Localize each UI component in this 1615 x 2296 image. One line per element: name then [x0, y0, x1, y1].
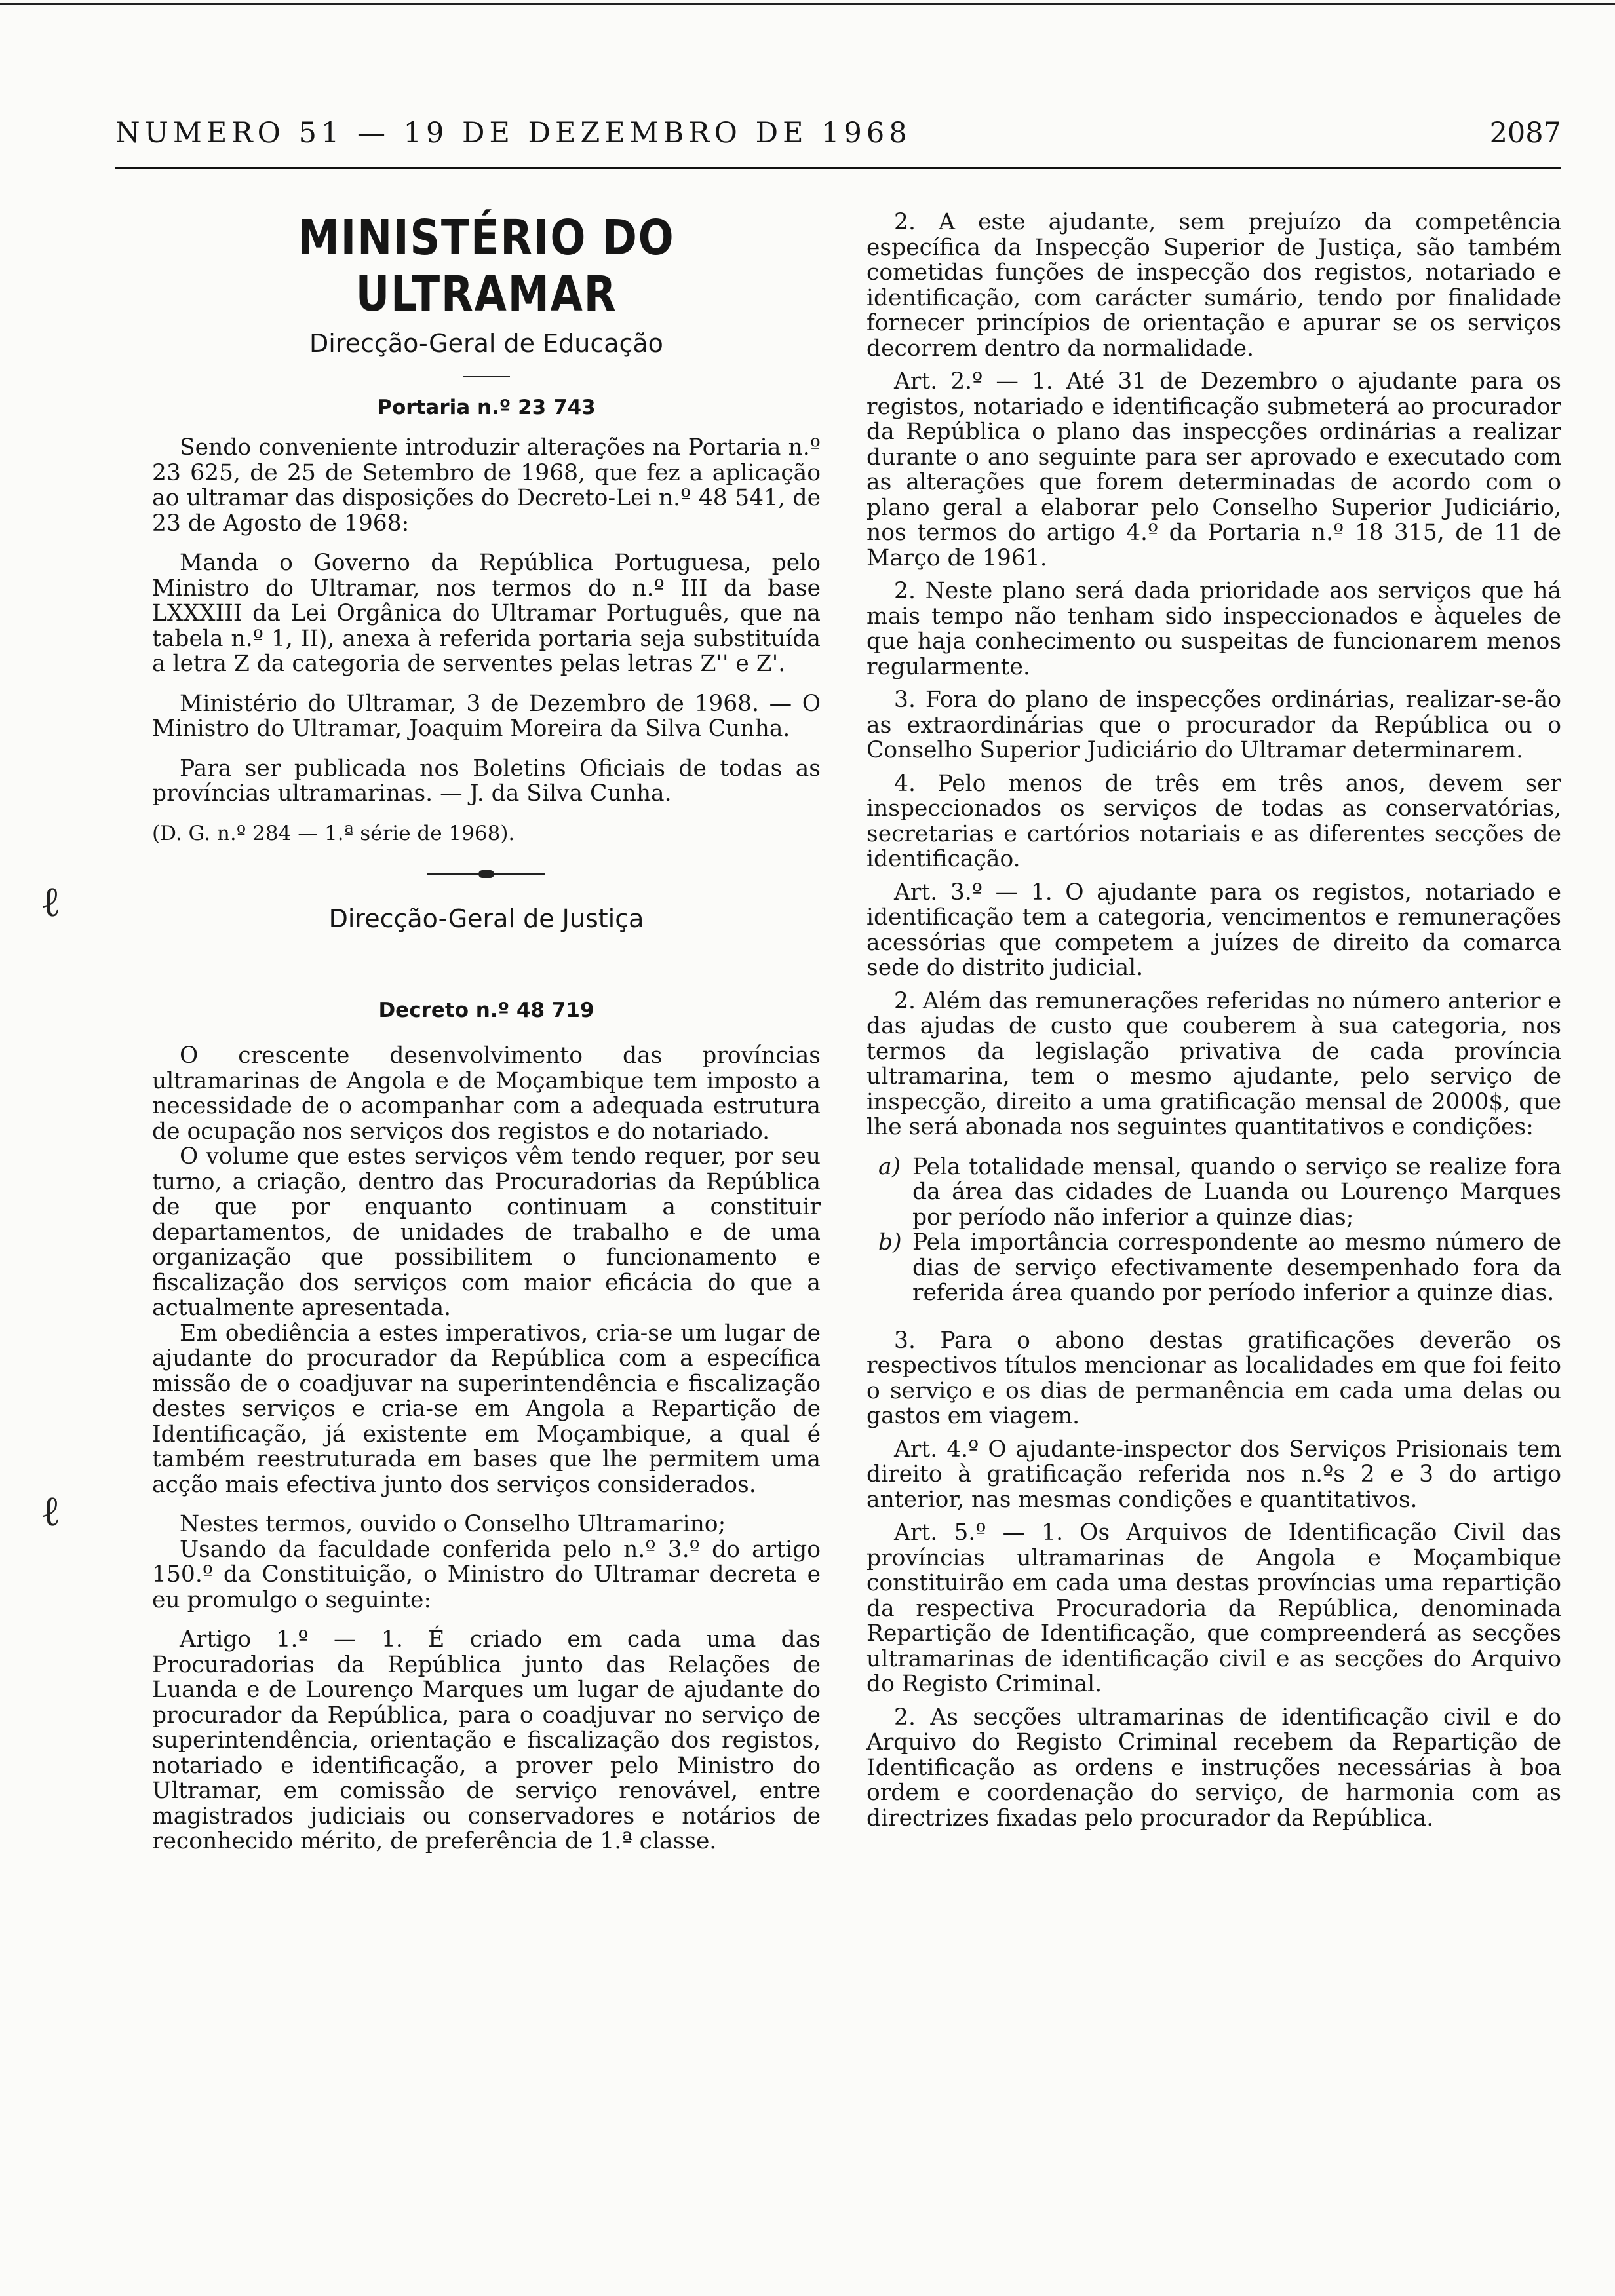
- paragraph: Art. 2.º — 1. Até 31 de Dezembro o ajudante para os registos, notariado e identificação submeterá ao procurador da República o plano das inspecções ordinárias a realizar durante o ano seguinte para ser aprovado e executado com as alterações que forem determinadas de acordo com o plano geral a elaborar pelo Conselho Superior Judiciário, nos termos do artigo 4.º da Portaria n.º 18 315, de 11 de Março de 1961.: [866, 368, 1561, 571]
- paragraph: 4. Pelo menos de três em três anos, devem ser inspeccionados os serviços de todas as conservatórias, secretarias e cartórios notariais e as diferentes secções de identificação.: [866, 770, 1561, 872]
- margin-mark-icon: ℓ: [41, 878, 61, 927]
- paragraph: 2. As secções ultramarinas de identificação civil e do Arquivo do Registo Criminal recebem da Repartição de Identificação as ordens e instruções necessárias à boa ordem e coordenação do serviço, de harmonia com as directrizes fixadas pelo procurador da República.: [866, 1704, 1561, 1831]
- header-rule: [115, 167, 1561, 169]
- paragraph: 2. Além das remunerações referidas no número anterior e das ajudas de custo que couberem à sua categoria, nos termos da legislação privativa de cada província ultramarina, tem o mesmo ajudante, pelo serviço de inspecção, direito a uma gratificação mensal de 2000$, que lhe será abonada nos seguintes quantitativos e condições:: [866, 987, 1561, 1140]
- list-item: b) Pela importância correspondente ao mesmo número de dias de serviço efectivamente desempenhado fora da referida área quando por período inferior a quinze dias.: [878, 1229, 1561, 1306]
- paragraph: Art. 5.º — 1. Os Arquivos de Identificação Civil das províncias ultramarinas de Angola e Moçambique constituirão em cada uma destas províncias uma repartição da respectiva Procuradoria da República, denominada Repartição de Identificação, que compreenderá as secções ultramarinas de identificação civil e as secções do Arquivo do Registo Criminal.: [866, 1520, 1561, 1697]
- portaria-title: Portaria n.º 23 743: [377, 396, 596, 419]
- right-column: [866, 210, 1561, 1831]
- paragraph: Art. 4.º O ajudante-inspector dos Serviços Prisionais tem direito à gratificação referida nos n.ºs 2 e 3 do artigo anterior, nas mesmas condições e quantitativos.: [866, 1436, 1561, 1513]
- margin-mark-icon: ℓ: [41, 1487, 61, 1536]
- paragraph: O volume que estes serviços vêm tendo requer, por seu turno, a criação, dentro das Procuradorias da República de que por enquanto continuam a constituir departamentos, de unidades de trabalho e de uma organização que possibilitem o funcionamento e fiscalização dos serviços com maior eficácia do que a actualmente apresentada.: [152, 1143, 821, 1321]
- directorate-justice: Direcção-Geral de Justiça: [328, 904, 644, 933]
- paragraph: Ministério do Ultramar, 3 de Dezembro de 1968. — O Ministro do Ultramar, Joaquim Moreira da Silva Cunha.: [152, 690, 821, 742]
- paragraph: Artigo 1.º — 1. É criado em cada uma das Procuradorias da República junto das Relações de Luanda e de Lourenço Marques um lugar de ajudante do procurador da República, para o coadjuvar no serviço de superintendência, orientação e fiscalização dos registos, notariado e identificação, a prover pelo Ministro do Ultramar, em comissão de serviço renovável, entre magistrados judiciais ou conservadores e notários de reconhecido mérito, de preferência de 1.ª classe.: [152, 1626, 821, 1854]
- paragraph: Art. 3.º — 1. O ajudante para os registos, notariado e identificação tem a categoria, vencimentos e remunerações acessórias que competem a juízes de direito da comarca sede do distrito judicial.: [866, 879, 1561, 981]
- left-column: [152, 210, 821, 1854]
- ministry-title: MINISTÉRIO DO ULTRAMAR: [298, 210, 675, 322]
- paragraph: Em obediência a estes imperativos, cria-se um lugar de ajudante do procurador da República com a específica missão de o coadjuvar na superintendência e fiscalização destes serviços e cria-se em Angola a Repartição de Identificação, já existente em Moçambique, a qual é também reestruturada em bases que lhe permitem uma acção mais efectiva junto dos serviços considerados.: [152, 1320, 821, 1498]
- conditions-list: [866, 1155, 1561, 1306]
- paragraph: O crescente desenvolvimento das províncias ultramarinas de Angola e de Moçambique tem imposto a necessidade de o acompanhar com a adequada estrutura de ocupação nos serviços dos registos e do notariado.: [152, 1043, 821, 1145]
- decorative-divider: [427, 873, 545, 875]
- paragraph: 3. Para o abono destas gratificações deverão os respectivos títulos mencionar as localidades em que foi feito o serviço e os dias de permanência em cada uma delas ou gastos em viagem.: [866, 1327, 1561, 1429]
- directorate-education: Direcção-Geral de Educação: [309, 329, 663, 358]
- paragraph: Manda o Governo da República Portuguesa, pelo Ministro do Ultramar, nos termos do n.º III da base LXXXIII da Lei Orgânica do Ultramar Português, que na tabela n.º 1, II), anexa à referida portaria seja substituída a letra Z da categoria de serventes pelas letras Z'' e Z'.: [152, 550, 821, 677]
- page-header: [115, 117, 1561, 156]
- list-marker: b): [878, 1229, 902, 1255]
- paragraph: Nestes termos, ouvido o Conselho Ultramarino;: [180, 1511, 726, 1537]
- list-marker: a): [878, 1153, 901, 1180]
- list-item: a) Pela totalidade mensal, quando o serviço se realize fora da área das cidades de Luanda ou Lourenço Marques por período não inferior a quinze dias;: [878, 1153, 1561, 1231]
- gazette-reference: (D. G. n.º 284 — 1.ª série de 1968).: [152, 821, 515, 845]
- paragraph: 2. A este ajudante, sem prejuízo da competência específica da Inspecção Superior de Justiça, são também cometidas funções de inspecção dos registos, notariado e identificação, com carácter sumário, tendo por finalidade fornecer princípios de orientação e apurar se os serviços decorrem dentro da normalidade.: [866, 209, 1561, 362]
- divider: [463, 376, 510, 377]
- paragraph: 3. Fora do plano de inspecções ordinárias, realizar-se-ão as extraordinárias que o procurador da República ou o Conselho Superior Judiciário do Ultramar determinarem.: [866, 687, 1561, 763]
- page-number: 2087: [1489, 117, 1561, 149]
- paragraph: 2. Neste plano será dada prioridade aos serviços que há mais tempo não tenham sido inspeccionados e àqueles de que haja conhecimento ou suspeitas de funcionarem menos regularmente.: [866, 578, 1561, 680]
- paragraph: Sendo conveniente introduzir alterações na Portaria n.º 23 625, de 25 de Setembro de 1968, que fez a aplicação ao ultramar das disposições do Decreto-Lei n.º 48 541, de 23 de Agosto de 1968:: [152, 434, 821, 537]
- paragraph: Para ser publicada nos Boletins Oficiais de todas as províncias ultramarinas. — J. da Silva Cunha.: [152, 755, 821, 807]
- decreto-title: Decreto n.º 48 719: [378, 999, 594, 1022]
- issue-title: NUMERO 51 — 19 DE DEZEMBRO DE 1968: [115, 117, 912, 149]
- paragraph: Usando da faculdade conferida pelo n.º 3.º do artigo 150.º da Constituição, o Ministro do Ultramar decreta e eu promulgo o seguinte:: [152, 1536, 821, 1613]
- top-border-line: [0, 3, 1615, 5]
